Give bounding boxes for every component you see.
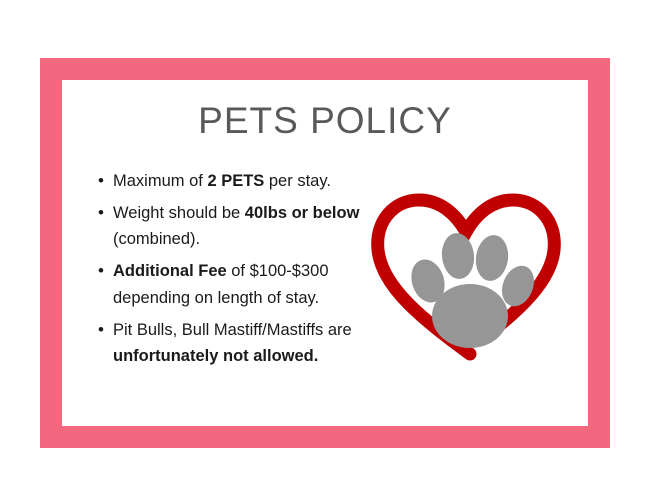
policy-card xyxy=(62,80,588,426)
emphasis-text: Additional Fee xyxy=(113,262,227,281)
body-text: of $100-$300 depending on length of stay. xyxy=(113,262,329,307)
emphasis-text: 2 PETS xyxy=(207,172,265,190)
policy-card-border xyxy=(40,58,610,448)
body-text: per stay. xyxy=(264,172,331,190)
heart-with-paw-print-icon xyxy=(366,176,566,366)
list-item xyxy=(98,200,408,253)
paw-toe-3 xyxy=(473,233,511,283)
body-text: (combined). xyxy=(113,230,201,249)
list-item xyxy=(98,317,408,370)
page-title: PETS POLICY xyxy=(198,100,452,141)
list-item xyxy=(98,168,408,195)
policy-bullet-list xyxy=(98,168,408,375)
paw-pad-main xyxy=(432,284,508,348)
paw-toe-2 xyxy=(440,231,477,280)
body-text: Pit Bulls, Bull Mastiff/Mastiffs are xyxy=(113,320,352,339)
emphasis-text: 40lbs or below xyxy=(244,203,360,222)
body-text: Weight should be xyxy=(113,203,245,222)
emphasis-text: unfortunately not allowed. xyxy=(113,347,319,366)
body-text: Maximum of xyxy=(113,172,208,190)
list-item xyxy=(98,258,408,311)
